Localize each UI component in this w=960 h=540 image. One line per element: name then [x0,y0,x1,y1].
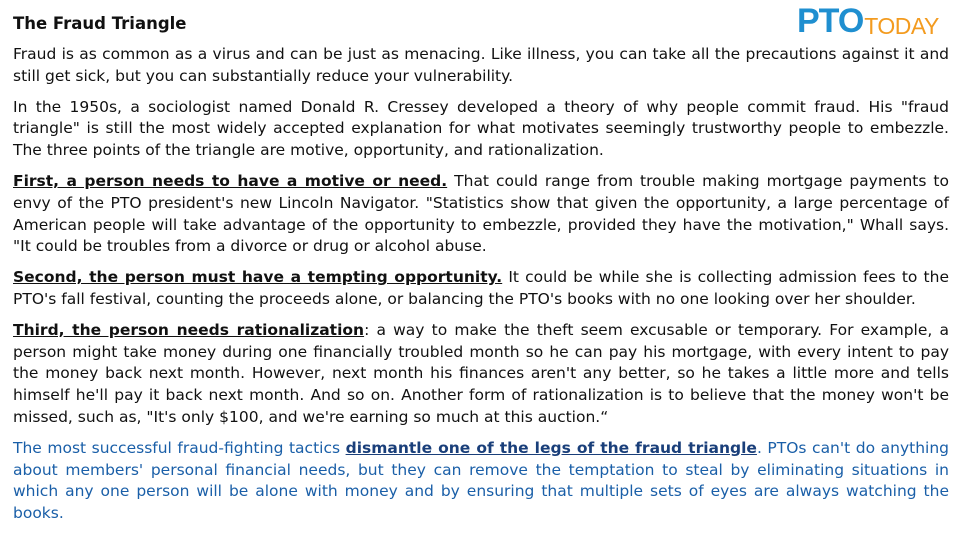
paragraph-opportunity [13,267,949,311]
article-body [13,44,949,534]
logo-secondary-text: TODAY [864,13,939,39]
paragraph-intro: Fraud is as common as a virus and can be just as menacing. Like illness, you can take all the precautions against it and still get sick, but you can substantially reduce your vulnerability. [13,45,949,85]
paragraph-motive [13,171,949,258]
motive-text: That could range from trouble making mortgage payments to envy of the PTO president's new Lincoln Navigator. "Statistics show that given the opportunity, a large percentage of American people will take advantage of the opportunity to embezzle, provided they have the motivation," Whall says. "It could be troubles from a divorce or drug or alcohol abuse. [13,171,949,256]
logo-primary-text: PTO [797,2,864,40]
opportunity-heading: Second, the person must have a tempting opportunity. [13,268,503,287]
paragraph-tactics [13,438,949,525]
page-title: The Fraud Triangle [13,14,187,33]
motive-heading: First, a person needs to have a motive or need. [13,171,448,190]
rationalization-heading: Third, the person needs rationalization [13,320,365,339]
pto-today-logo [797,4,939,38]
opportunity-text: It could be while she is collecting admission fees to the PTO's fall festival, counting the proceeds alone, or balancing the PTO's books with no one looking over her shoulder. [13,268,949,308]
tactics-text-a: The most successful fraud-fighting tactics [13,438,346,457]
fraud-triangle-link[interactable]: dismantle one of the legs of the fraud triangle [345,438,757,457]
rationalization-text: : a way to make the theft seem excusable or temporary. For example, a person might take money during one financially troubled month so he can pay his mortgage, with every intent to pay the money back next month. However, next month his finances aren't any better, so he takes a little more and tells himself he'll pay it back next month. And so on. Another form of rationalization is to believe that the money won't be missed, such as, "It's only $100, and we're earning so much at this auction.“ [13,320,949,426]
paragraph-rationalization [13,320,949,429]
paragraph-cressey: In the 1950s, a sociologist named Donald R. Cressey developed a theory of why people commit fraud. His "fraud triangle" is still the most widely accepted explanation for what motivates seemingly trustworthy people to embezzle. The three points of the triangle are motive, opportunity, and rationalization. [13,97,949,160]
tactics-text-b: . PTOs can't do anything about members' personal financial needs, but they can remove the temptation to steal by eliminating situations in which any one person will be alone with money and by ensuring that multiple sets of eyes are always watching the books. [13,438,949,523]
